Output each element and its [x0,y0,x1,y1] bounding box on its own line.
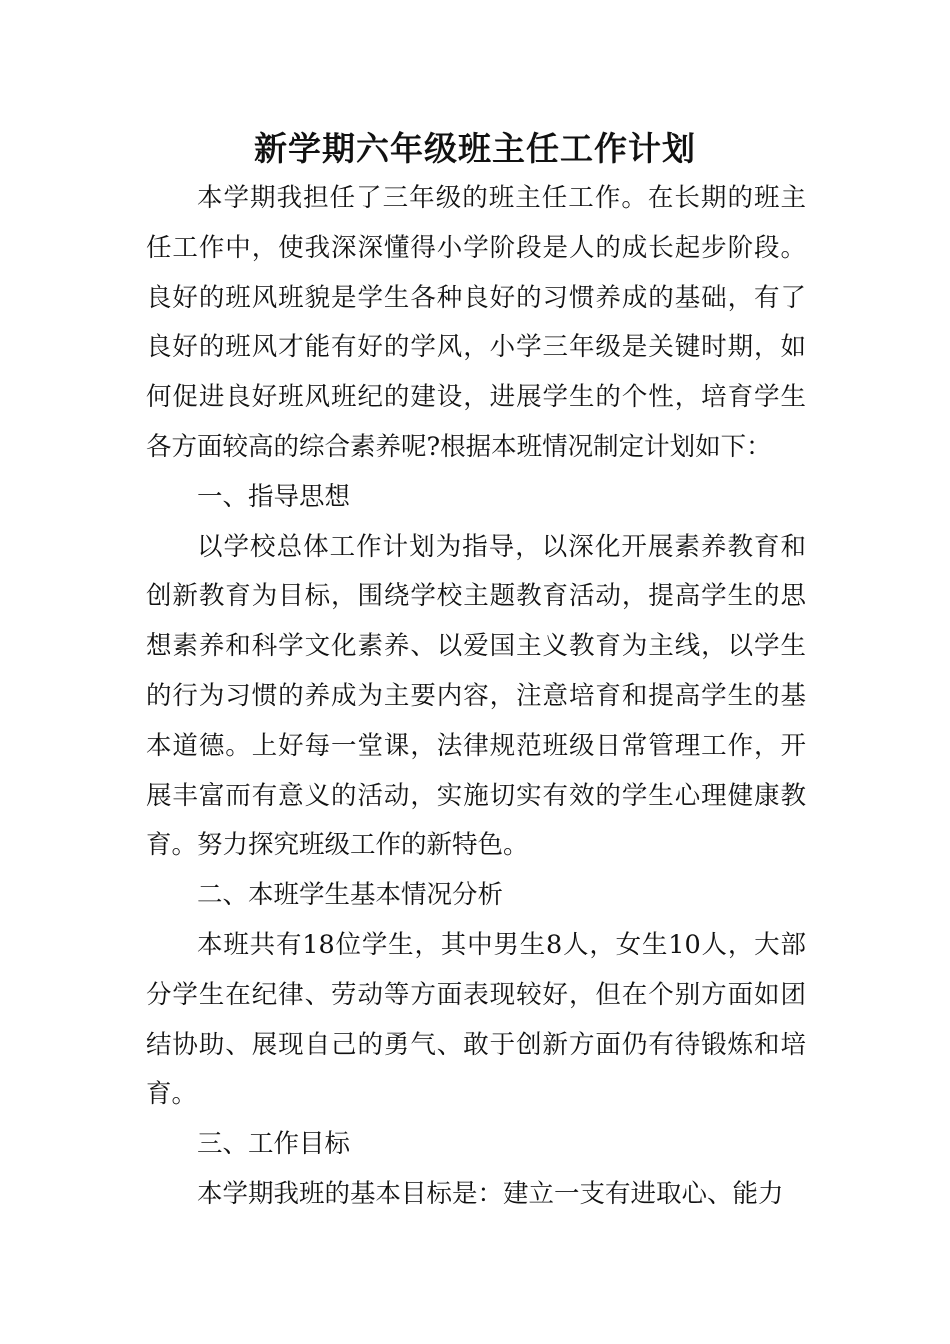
paragraph-work-goals: 本学期我班的基本目标是：建立一支有进取心、能力 [197,1178,784,1209]
section-heading-class-analysis: 二、本班学生基本情况分析 [197,880,504,911]
section-heading-guiding-ideology: 一、指导思想 [197,481,351,512]
paragraph-guiding-ideology: 以学校总体工作计划为指导，以深化开展素养教育和创新教育为目标，围绕学校主题教育活动，提高学生的思想素养和科学文化素养、以爱国主义教育为主线，以学生的行为习惯的养成为主要内容，注意培育和提高学生的基本道德。上好每一堂课，法律规范班级日常管理工作，开展丰富而有意义的活动，实施切实有效的学生心理健康教育。努力探究班级工作的新特色。 [146,531,806,861]
paragraph-class-analysis: 本班共有18位学生，其中男生8人，女生10人，大部分学生在纪律、劳动等方面表现较好，但在个别方面如团结协助、展现自己的勇气、敢于创新方面仍有待锻炼和培育。 [146,929,806,1110]
document-body [146,174,806,1220]
paragraph-intro: 本学期我担任了三年级的班主任工作。在长期的班主任工作中，使我深深懂得小学阶段是人的成长起步阶段。良好的班风班貌是学生各种良好的习惯养成的基础，有了良好的班风才能有好的学风，小学三年级是关键时期，如何促进良好班风班纪的建设，进展学生的个性，培育学生各方面较高的综合素养呢?根据本班情况制定计划如下： [146,183,806,462]
document-title: 新学期六年级班主任工作计划 [254,129,696,168]
section-heading-work-goals: 三、工作目标 [197,1129,351,1160]
